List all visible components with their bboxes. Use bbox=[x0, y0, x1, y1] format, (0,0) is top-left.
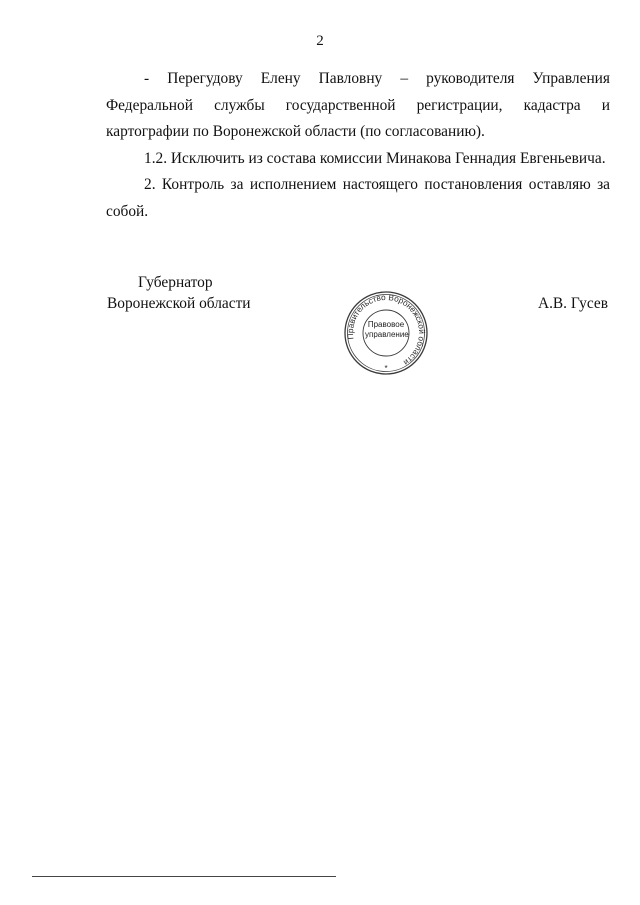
paragraph-control: 2. Контроль за исполнением настоящего постановления оставляю за собой. bbox=[106, 176, 610, 220]
official-seal-stamp bbox=[343, 288, 443, 378]
seal-ring-text: Правительство Воронежской области bbox=[345, 292, 427, 368]
seal-center-text bbox=[365, 320, 407, 340]
paragraph-exclusion: 1.2. Исключить из состава комиссии Минакова Геннадия Евгеньевича. bbox=[144, 149, 606, 167]
signatory-name: А.В. Гусев bbox=[537, 295, 608, 312]
seal-star: * bbox=[384, 364, 388, 373]
seal-center-line2: управление bbox=[365, 330, 409, 339]
signatory-position: Губернатор bbox=[138, 274, 213, 291]
paragraph-appointment: - Перегудову Елену Павловну – руководителя Управления Федеральной службы государственной регистрации, кадастра и картографии по Воронежской области (по согласованию). bbox=[106, 70, 610, 141]
footer-rule bbox=[32, 876, 336, 877]
seal-center-line1: Правовое bbox=[367, 320, 405, 329]
signatory-region: Воронежской области bbox=[107, 295, 251, 312]
page-number: 2 bbox=[316, 33, 324, 49]
document-body bbox=[106, 66, 610, 226]
